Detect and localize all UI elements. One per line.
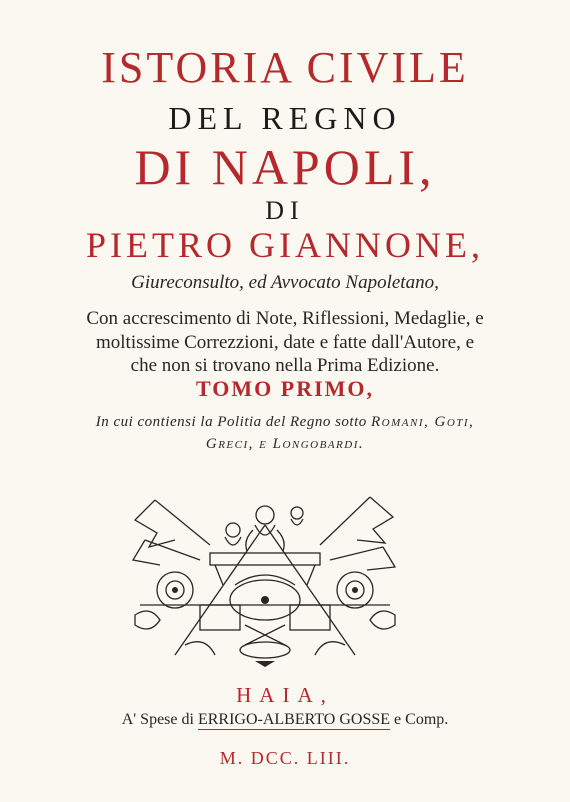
contents-names-1: Romani, Goti, (371, 414, 475, 430)
trophy-vignette-engraving (115, 485, 415, 670)
description-line-2: moltissime Correzzioni, date e fatte dall'Autore, e (95, 332, 474, 353)
imprint-year: M. DCC. LIII. (219, 748, 351, 768)
printer-name: ERRIGO-ALBERTO GOSSE (197, 711, 391, 728)
printer-prefix: A' Spese di (121, 711, 194, 728)
contents-line-1 (0, 414, 570, 431)
volume-label: TOMO PRIMO, (195, 376, 375, 401)
contents-line-2 (0, 436, 570, 453)
imprint-place: HAIA, (236, 683, 334, 707)
contents-names-2: Greci, e Longobardi. (205, 436, 365, 452)
title-line-1: ISTORIA CIVILE (101, 43, 469, 92)
title-line-2: DEL REGNO (168, 100, 402, 136)
title-line-3: DI NAPOLI, (134, 139, 436, 195)
author-name: PIETRO GIANNONE, (86, 225, 484, 265)
printer-suffix: e Comp. (394, 711, 449, 728)
contents-prefix: In cui contiensi la Politia del Regno sotto (95, 414, 367, 430)
description-line-1: Con accrescimento di Note, Riflessioni, Medaglie, e (86, 308, 484, 329)
imprint-printer (0, 711, 570, 729)
description-line-3: che non si trovano nella Prima Edizione. (130, 355, 440, 376)
by-word: DI (265, 196, 305, 225)
author-description: Giureconsulto, ed Avvocato Napoletano, (131, 272, 439, 293)
